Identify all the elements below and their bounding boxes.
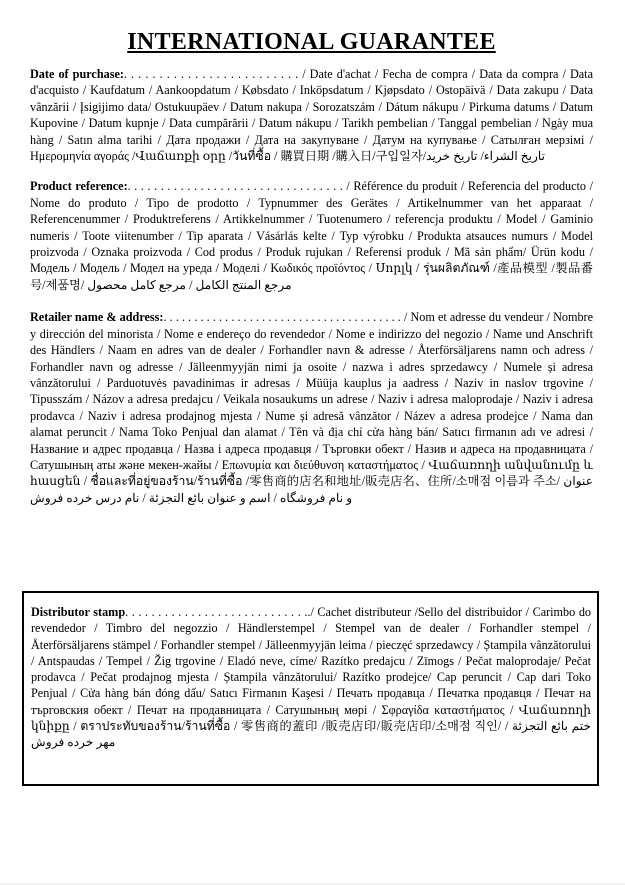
date-of-purchase-translations: / Date d'achat / Fecha de compra / Data da compra / Data d'acquisto / Kaufdatum / Aankoopdatum / Købsdato / Inköpsdatum / Kjøpsdato / Ostopäivä / Data zakupu / Data vânzării / Įsigijimo data/ Ostukuupäev / Datum nakupa / Sorozatszám / Dátum nákupu / Pirkuma datums / Datum Kupovine / Datum kupnje / Data cumpărării / Datum nákupu / Tarikh pembelian / Tanggal pembelian / Ngày mua hàng / Satın alma tarihi / Дата продажи / Дата на закупуване / Датум на купување / Сатылған мерзімі / Ημερομηνία αγοράς /Վաճառքի օրը /วันที่ซื้อ / 購買日期 /購入日/구입일자/تاريخ الشراء/ تاریخ خرید [30,67,593,164]
product-reference-label: Product reference: [30,179,128,194]
distributor-stamp-section [31,604,591,751]
retailer-dots: . . . . . . . . . . . . . . . . . . . . . . . . . . . . . . . . . . . . . . . [163,310,401,325]
distributor-stamp-box [22,591,599,786]
retailer-translations: / Nom et adresse du vendeur / Nombre y dirección del minorista / Nome e endereço do revendedor / Nome e indirizzo del negozio / Name und Anschrift des Händlers / Naam en adres van de dealer / Forhandler navn & adresse / Återförsäljarens namn och adress / Forhandler navn og adresse / Jälleenmyyjän nimi ja osoite / nazwa i adres sprzedawcy / Numele și adresa vânzătorului / Parduotuvės pavadinimas ir adresas / Müüja kauplus ja aadress / Naziv in naslov trgovine / Tipusszám / Názov a adresa predajcu / Veikala nosaukums un adrese / Naziv i adresa maloprodaje / Naziv i adresa prodavca / Naziv i adresa prodajnog mjesta / Nume și adresă vânzător / Název a adresa prodejce / Nama dan alamat peruncit / Nama Toko Penjual dan alamat / Tên và địa chỉ cửa hàng bán/ Satıcı firmanın adı ve adresi / Название и адрес продавца / Назва і адреса продавця / Търговки обект / Назив и адреса на продавницата / Сатушының аты және мекен-жайы / Επωνυμία και διεύθυνση καταστήματος / Վաճառողի անվանումը և հասցեն / ชื่อและที่อยู่ของร้าน/ร้านที่ซื้อ /零售商的店名和地址/販売店名、住所/소매점 이름과 주소/ عنوان و نام فروشگاه / اسم و عنوان بائع التجزئة / نام درس خرده فروش [30,310,594,505]
date-of-purchase-dots: . . . . . . . . . . . . . . . . . . . . . . . . . [123,67,299,81]
distributor-stamp-dots: . . . . . . . . . . . . . . . . . . . . . . . . . . . . [125,605,308,619]
guarantee-page [30,28,593,506]
date-of-purchase-label: Date of purchase: [30,67,124,81]
product-reference-translations: / Référence du produit / Referencia del producto / Nome do produto / Tipo de prodotto / Typnummer des Gerätes / Artikelnummer van het apparaat / Referencenummer / Produktreferens / Artikkelnummer / Tuotenumero / referencja produktu / Model / Gaminio numeris / Toote viitenumber / Tip aparata / Vásárlás kelte / Typ výrobku / Produkta atsauces numurs / Model proizvoda / Oznaka proizvoda / Cod produs / Produk rujukan / Referensi produk / Mã sản phẩm/ Ürün kodu / Модель / Модель / Модел на уреда / Моделі / Κωδικός προϊόντος / Սորլկ / รุ่นผลิตภัณฑ์ /產品模型 /製品番号/제품명/ مرجع المنتج الكامل / مرجع كامل محصول [30,179,593,292]
page-title: INTERNATIONAL GUARANTEE [127,29,496,55]
distributor-stamp-translations: ./ Cachet distributeur /Sello del distribuidor / Carimbo do revendedor / Timbro del negozzio / Händlerstempel / Stempel van de dealer / Forhandler stempel / Återförsäljarens stämpel / Forhandler stempel / Jälleenmyyjän leima / pieczęć sprzedawcy / Ștampila vânzătorului / Antspaudas / Tempel / Žig trgovine / Eladó neve, címe/ Razítko predajcu / Zīmogs / Pečat maloprodaje/ Pečat prodavca / Pečat prodajnog mjesta / Ștampila vânzătorului/ Razítko prodejce/ Cap peruncit / Cap dari Toko Penjual / Cửa hàng bán đóng dấu/ Satıcı Firmanın Kaşesi / Печать продавца / Печатка продавця / Печат на търговския обект / Печат на продавницата / Сатушының мөрі / Σφραγίδα καταστήματος / Վաճառողի կնիքը / ตราประทับของร้าน/ร้านที่ซื้อ / 零售商的蓋印 /販売店印/販売店印/소매점 직인/ ختم بائع التجزئة / مهر خرده فروش [31,605,592,750]
retailer-label: Retailer name & address: [30,310,164,325]
product-reference-section [30,178,593,293]
date-of-purchase-section [30,66,593,164]
product-reference-dots: . . . . . . . . . . . . . . . . . . . . . . . . . . . . . . . . . [127,179,343,194]
distributor-stamp-label: Distributor stamp [31,605,126,619]
retailer-section [30,309,593,506]
